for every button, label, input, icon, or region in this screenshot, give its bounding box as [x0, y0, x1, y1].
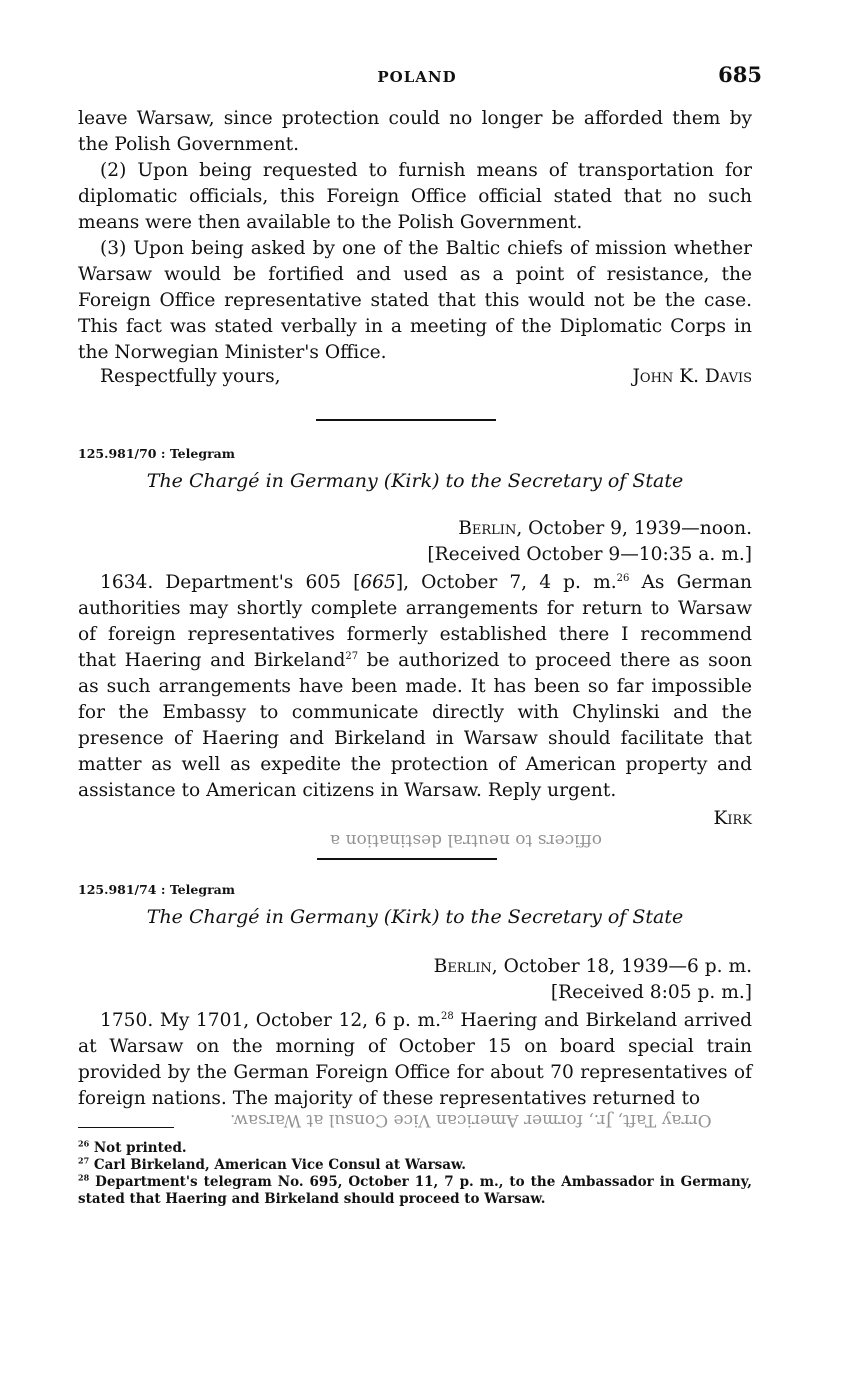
telegram1-dateline — [427, 516, 752, 568]
letter-closing-row — [78, 366, 752, 392]
bleed-through-text: Orray Taft, Jr., former American Vice Consul at Warsaw. — [230, 1110, 712, 1130]
telegram1-corrected-reference: 665 — [360, 572, 396, 593]
letter-paragraph-1: leave Warsaw, since protection could no longer be afforded them by the Polish Government. — [78, 108, 752, 155]
letter-paragraph-3: (3) Upon being asked by one of the Baltic chiefs of mission whether Warsaw would be fortified and used as a point of resistance, the Foreign Office representative stated that this would not be the case. This fact was stated verbally in a meeting of the Diplomatic Corps in the Norwegian Minister's Office. — [78, 238, 752, 363]
footnote-ref-26: 26 — [616, 572, 630, 584]
telegram1-body: 1634. Department's 605 [665], October 7, 4 p. m.$^{26}$ As German authorities may shortly complete arrangements for return to Warsaw of foreign representatives formerly established there I recommend that Haering and Birkeland$^{27}$ be authorized to proceed there as soon as such arrangements have been made. It has been so far impossible for the Embassy to communicate directly with Chylinski and the presence of Haering and Birkeland in Warsaw should facilitate that matter as well as expedite the protection of American property and assistance to American citizens in Warsaw. Reply urgent. — [78, 572, 752, 801]
running-title: POLAND — [377, 68, 457, 86]
running-header — [78, 62, 762, 92]
letter-paragraph-2: (2) Upon being requested to furnish means of transportation for diplomatic officials, this Foreign Office official stated that no such means were then available to the Polish Government. — [78, 160, 752, 233]
footnote-rule — [78, 1127, 174, 1128]
page-number: 685 — [718, 62, 762, 87]
section-divider-2 — [317, 858, 497, 860]
footnote-26: $^{26}$ Not printed. — [78, 1138, 187, 1156]
telegram2-body: 1750. My 1701, October 12, 6 p. m.$^{28}$ Haering and Birkeland arrived at Warsaw on the morning of October 15 on board special train provided by the German Foreign Office for about 70 representatives of foreign nations. The majority of these representatives returned to — [78, 1010, 752, 1109]
telegram1-date: , October 9, 1939—noon. — [516, 518, 752, 539]
telegram1-received: [Received October 9—10:35 a. m.] — [427, 544, 752, 565]
footnote-ref-27: 27 — [345, 650, 359, 662]
footnote-28: $^{28}$ Department's telegram No. 695, October 11, 7 p. m., to the Ambassador in Germany, stated that Haering and Birkeland should proceed to Warsaw. — [78, 1172, 752, 1207]
section-divider — [316, 419, 496, 421]
telegram1-city: Berlin — [458, 518, 517, 539]
letter-signature: John K. Davis — [632, 366, 752, 387]
telegram1-heading: The Chargé in Germany (Kirk) to the Secretary of State — [146, 470, 684, 492]
footnote-27: $^{27}$ Carl Birkeland, American Vice Consul at Warsaw. — [78, 1155, 466, 1173]
letter-closing: Respectfully yours, — [100, 366, 281, 387]
telegram2-date: , October 18, 1939—6 p. m. — [491, 956, 752, 977]
telegram2-received: [Received 8:05 p. m.] — [550, 982, 752, 1003]
telegram1-file-number: 125.981/70 : Telegram — [78, 446, 235, 461]
telegram2-heading: The Chargé in Germany (Kirk) to the Secretary of State — [146, 906, 684, 928]
telegram2-city: Berlin — [433, 956, 492, 977]
bleed-through-text: officers to neutral destination a — [330, 830, 602, 850]
letter-body — [78, 106, 752, 366]
telegram2-dateline — [434, 954, 752, 1006]
telegram2-file-number: 125.981/74 : Telegram — [78, 882, 235, 897]
footnote-ref-28: 28 — [441, 1010, 454, 1022]
telegram1-signature: Kirk — [713, 808, 752, 829]
